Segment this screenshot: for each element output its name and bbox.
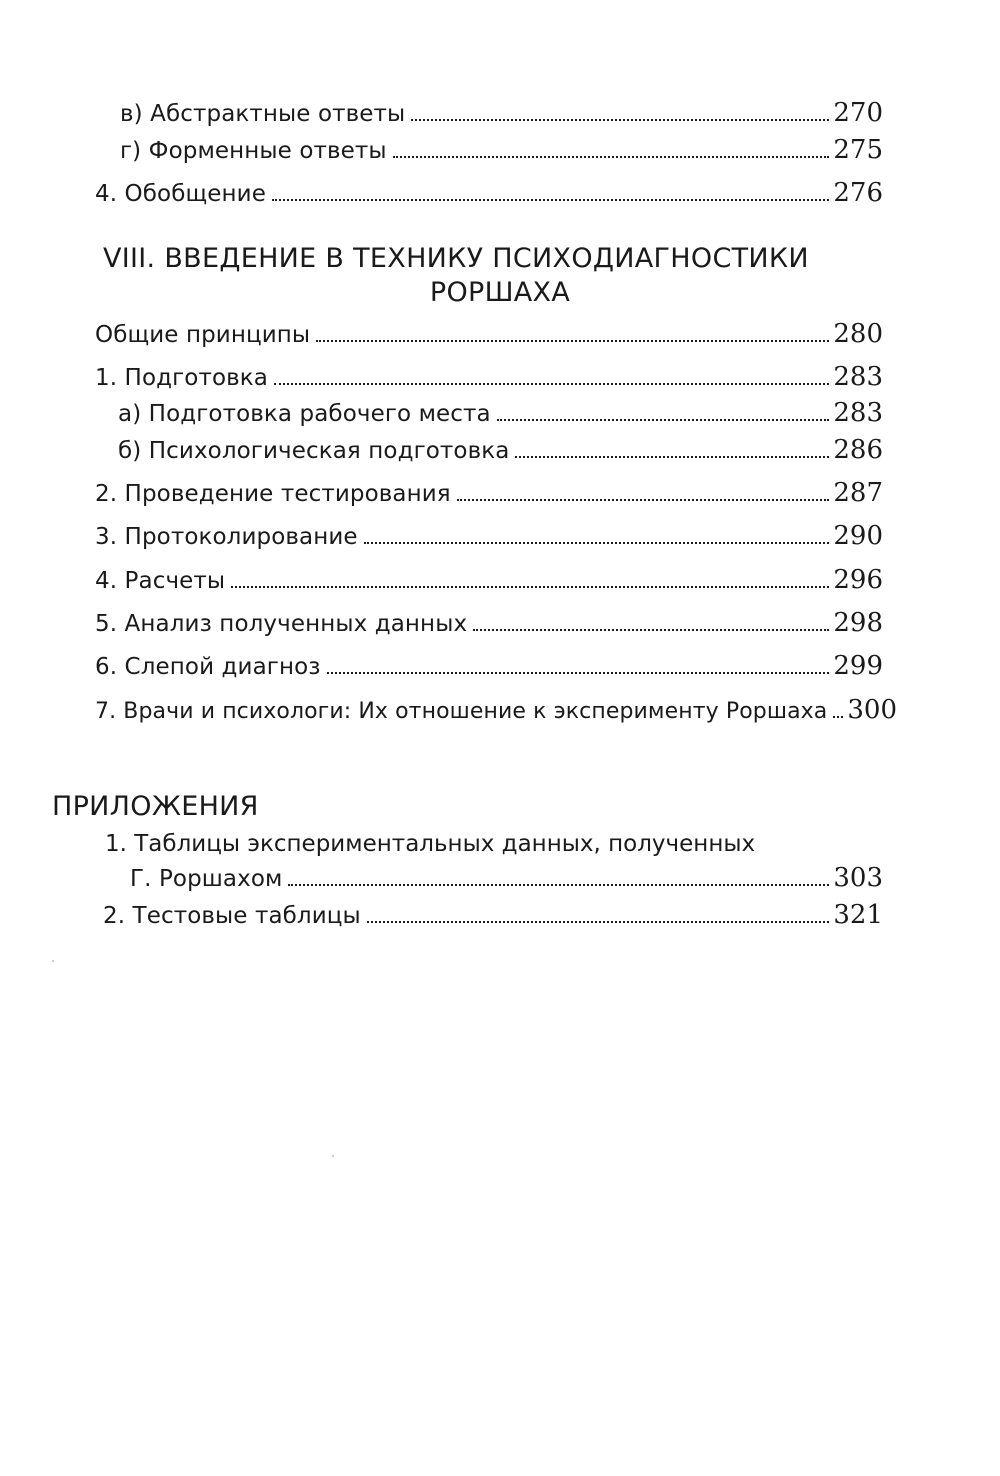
toc-entry — [95, 478, 883, 509]
toc-entry-page: 321 — [833, 900, 883, 930]
toc-entry-label: 6. Слепой диагноз — [95, 654, 321, 680]
toc-entry-label: г) Форменные ответы — [120, 138, 387, 164]
toc-entry-label: Общие принципы — [95, 322, 311, 348]
toc-entry — [118, 435, 883, 466]
toc-entry — [120, 98, 883, 129]
toc-entry-label: 3. Протоколирование — [95, 524, 358, 550]
toc-entry — [95, 178, 883, 209]
toc-entry-page: 298 — [833, 608, 883, 638]
toc-entry-page: 270 — [833, 98, 883, 128]
dot-leader — [274, 382, 829, 385]
dot-leader — [473, 628, 829, 631]
toc-entry — [95, 362, 883, 393]
toc-entry — [95, 565, 883, 596]
toc-entry-label: 4. Обобщение — [95, 181, 266, 207]
toc-entry — [95, 651, 883, 682]
toc-entry-label: Г. Роршахом — [130, 866, 283, 892]
dot-leader — [411, 118, 829, 121]
toc-entry-page: 283 — [833, 362, 883, 392]
dot-leader — [497, 418, 830, 421]
toc-entry — [95, 695, 898, 727]
toc-entry-label: 2. Тестовые таблицы — [103, 903, 361, 929]
toc-entry-page: 303 — [833, 863, 883, 893]
dot-leader — [367, 920, 830, 923]
toc-entry-label: б) Психологическая подготовка — [118, 438, 510, 464]
appendix-entry-1-line-1: 1. Таблицы экспериментальных данных, полученных — [105, 831, 756, 857]
toc-entry-label: 4. Расчеты — [95, 568, 226, 594]
toc-entry-page: 299 — [833, 651, 883, 681]
toc-entry — [118, 398, 883, 429]
toc-entry — [95, 319, 883, 350]
dot-leader — [272, 198, 829, 201]
chapter-title-line-1: VIII. ВВЕДЕНИЕ В ТЕХНИКУ ПСИХОДИАГНОСТИКИ — [103, 243, 809, 274]
toc-entry — [103, 900, 883, 931]
toc-entry-label: 1. Подготовка — [95, 365, 268, 391]
toc-entry-page: 287 — [833, 478, 883, 508]
chapter-title-line-2: РОРШАХА — [429, 277, 571, 308]
toc-entry-page: 286 — [833, 435, 883, 465]
toc-entry-label: 2. Проведение тестирования — [95, 481, 451, 507]
toc-entry — [95, 521, 883, 552]
appendix-title: ПРИЛОЖЕНИЯ — [52, 791, 259, 822]
dot-leader — [457, 498, 830, 501]
toc-entry-page: 296 — [833, 565, 883, 595]
dot-leader — [327, 671, 830, 674]
toc-entry-page: 290 — [833, 521, 883, 551]
dot-leader — [288, 883, 829, 886]
scan-speck — [52, 960, 54, 962]
dot-leader — [515, 455, 829, 458]
toc-entry-label: 5. Анализ полученных данных — [95, 611, 468, 637]
dot-leader — [393, 155, 830, 158]
toc-entry-page: 280 — [833, 319, 883, 349]
dot-leader — [316, 339, 829, 342]
scan-speck — [332, 1155, 334, 1157]
dot-leader — [231, 585, 829, 588]
toc-entry — [95, 608, 883, 639]
toc-entry-page: 275 — [833, 135, 883, 165]
toc-entry-label: а) Подготовка рабочего места — [118, 401, 491, 427]
dot-leader — [364, 541, 830, 544]
toc-entry — [130, 863, 883, 894]
dot-leader — [833, 715, 843, 718]
toc-entry — [120, 135, 883, 166]
toc-entry-label: в) Абстрактные ответы — [120, 101, 406, 127]
toc-entry-page: 276 — [833, 178, 883, 208]
toc-entry-label: 7. Врачи и психологи: Их отношение к эксперименту Роршаха — [95, 699, 828, 724]
toc-entry-page: 283 — [833, 398, 883, 428]
toc-entry-page: 300 — [847, 695, 898, 725]
